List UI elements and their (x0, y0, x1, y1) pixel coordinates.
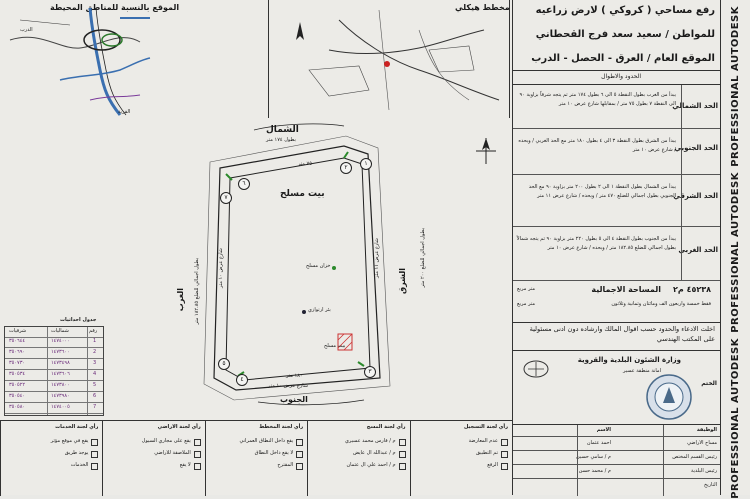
coords-cell: 7 (93, 404, 97, 410)
bound-text-west: يبدأ من الجنوب بطول النقطة ٤ الى ٥ بطول ٢٢٠ متر بزاوية ٩٠ ثم يتجه شمالاً بطول اجمالي للضلع ١٨٢.٨٥ متر / ويحده / شارع عرض ١٠ متر (516, 236, 676, 251)
ministry-sub: امانة منطقة عسير (622, 368, 661, 374)
area-label: المساحة الاجمالية (591, 285, 661, 294)
coords-cell: ١٤٧٣٦٠٦ (51, 371, 70, 377)
key-plan-title: مخطط هيكلي (455, 3, 510, 12)
checkbox[interactable] (91, 439, 98, 446)
checkbox[interactable] (501, 439, 508, 446)
committee-cell (102, 421, 204, 496)
bound-text-north: يبدأ من الغرب بطول النقطة ٥ الى ٦ بطول ١٧٤ متر ثم يتجه شرقاً بزاوية ٩٠ الى النقطة ٧ بطول ٧٥ متر / بمقابلها شارع عرض ١٠ متر (519, 92, 676, 107)
key-plan-map (269, 0, 511, 118)
village-label: القرية (118, 109, 131, 115)
committee-line: يوجد طريق (64, 450, 89, 456)
committee-cell (205, 421, 307, 496)
date-label: التاريخ (704, 482, 717, 488)
coords-cell: ٣٥٠٥٤٠ (9, 393, 26, 399)
brand-strip (720, 0, 750, 499)
coords-cell: ١٤٧٤٠٠٠ (51, 338, 70, 344)
street-south: شارع عرض ١٠ متر (268, 383, 308, 389)
general-location: الموقع العام / العرق - الحصل - الدرب (531, 53, 715, 64)
committee-line: م / فارس محمد عسيري (344, 438, 396, 444)
house-label: بيت مسلح (280, 189, 325, 199)
point-3: ٣ (364, 366, 376, 378)
brand-text-1: PROFESSIONAL AUTODESK (730, 6, 741, 167)
checkbox[interactable] (296, 439, 303, 446)
coords-cell: ١٤٧٣٨٠٠ (51, 382, 70, 388)
south-label: الجنوب (280, 395, 308, 404)
street-east: شارع عرض ١١ متر (374, 238, 380, 278)
south-length: ١٨٠ متر (286, 373, 303, 379)
general-site-panel (0, 0, 180, 118)
point-2: ٢ (340, 162, 352, 174)
sig-name-surveyor: احمد عثمان (586, 440, 611, 446)
sig-role-head: رئيس القسم المختص (672, 454, 717, 460)
bound-text-east: يبدأ من الشمال بطول النقطة ١ الى ٢ بطول ٢٠٠ متر بزاوية ٩٠ مع الحد الجنوبي بطول اجمالي للضلع ٤٧٠ متر / ويحده / شارع عرض ١١ متر (528, 184, 676, 199)
sig-role-surveyor: مساح الاراضي (687, 440, 717, 446)
west-length: بطول اجمالي للضلع ١٨٢.٨٥ متر (194, 258, 200, 325)
coordinates-table (4, 318, 104, 418)
coords-cell: ١٤٧٣٤٩٨ (51, 360, 70, 366)
north-label: الشمال (266, 125, 299, 135)
point-7: ٧ (220, 192, 232, 204)
committee-line: عدم المعارضة (468, 438, 498, 444)
well-label: خزان مسلح (306, 263, 331, 269)
coords-cell: 2 (93, 349, 97, 355)
coords-cell: ٣٥٠٧٣٠ (9, 360, 26, 366)
coords-title: جدول احداثيات (60, 317, 97, 323)
general-site-title: الموقع بالنسبة للمناطق المحيطة (50, 3, 180, 12)
coords-row (5, 348, 103, 359)
bound-text-south: يبدأ من الشرق بطول النقطة ٣ الى ٤ بطول ١٨٠ متر مع الحد الغربي / ويحده / شارع عرض ١٠ متر (518, 138, 676, 153)
brand-text-2: PROFESSIONAL AUTODESK (730, 172, 741, 333)
coords-cell: 1 (93, 338, 97, 344)
committee-line: يقع داخل النطاق العمراني (239, 438, 294, 444)
checkbox[interactable] (194, 463, 201, 470)
point-5: ٥ (218, 358, 230, 370)
committee-strip (0, 420, 512, 496)
committee-title: رأي لجنة التسجيل (463, 424, 508, 430)
coords-h-east: شرقيات (9, 328, 27, 334)
survey-drawing (158, 118, 512, 408)
coords-row (5, 370, 103, 381)
checkbox[interactable] (194, 439, 201, 446)
west-label: الغرب (176, 288, 185, 312)
coords-row (5, 403, 103, 414)
coords-h-north: شماليات (51, 328, 69, 334)
coords-cell: ٣٥٠٥٨٠ (9, 404, 26, 410)
committee-line: لا يقع (179, 462, 191, 468)
well-label-2: بئر ارتوازي (308, 307, 331, 313)
checkbox[interactable] (501, 463, 508, 470)
area-words: فقط خمسة واربعون الف ومائتان وثمانية وثلاثون (611, 301, 711, 307)
bounds-table (513, 84, 721, 281)
area-section (513, 282, 721, 323)
signature-table (513, 424, 721, 496)
north-length: بطول ١٧٤ متر (266, 137, 296, 143)
committee-title: رأي لجنة الاراضي (157, 424, 201, 430)
east-length: بطول اجمالي للضلع ٢٠٠ متر (420, 228, 426, 288)
coords-cell: 4 (93, 371, 97, 377)
coords-cell: 6 (93, 393, 97, 399)
committee-line: م / عبدالله ال عايض (353, 450, 396, 456)
checkbox[interactable] (194, 451, 201, 458)
committee-title: رأي لجنة المسح (366, 424, 406, 430)
coords-h-no: رقم (89, 328, 98, 334)
point-4: ٤ (236, 374, 248, 386)
company-logo-icon (523, 359, 549, 379)
brand-text-3: PROFESSIONAL AUTODESK (730, 338, 741, 499)
committee-cell (0, 421, 102, 496)
committee-line: يقع في موقع مؤثر (50, 438, 89, 444)
sig-role-header: الوظيفة (696, 427, 717, 433)
north-arrow-icon (474, 136, 498, 166)
coords-row (5, 392, 103, 403)
committee-cell (410, 421, 512, 496)
key-plan-panel (268, 0, 510, 118)
east-label: الشرق (398, 268, 407, 295)
site-location-map (0, 0, 158, 118)
coords-cell: ٣٥٠٦٤٤ (9, 338, 26, 344)
committee-line: الرفع (487, 462, 498, 468)
title-heading: رفع مساحي ( كروكي ) لارض زراعيه (535, 5, 715, 16)
checkbox[interactable] (296, 463, 303, 470)
committee-line: تم التطبيق (475, 450, 498, 456)
coords-cell: ١٤٧٣٩٨٠ (51, 393, 70, 399)
coords-cell: ١٤٧٤٠٠٥ (51, 404, 70, 410)
owner-name: للمواطن / سعيد سعد فرج القحطاني (535, 29, 715, 40)
ministry-block (513, 350, 721, 423)
committee-line: لا يقع داخل النطاق (254, 450, 294, 456)
coords-cell: ١٤٧٣٦٠٠ (51, 349, 70, 355)
disclaimer-note: اخلت الادعاء والحدود حسب اقوال المالك وارشاده دون ادنى مسئولية على المكتب الهندسي (529, 325, 715, 343)
checkbox[interactable] (399, 463, 406, 470)
committee-cell (307, 421, 409, 496)
ministry-name: وزارة الشئون البلدية والقروية (577, 356, 681, 364)
checkbox[interactable] (91, 451, 98, 458)
coords-cell: ٣٥٠٥٢٢ (9, 382, 26, 388)
bound-label-west: الحد الغربي (678, 246, 718, 254)
north-arrow-icon (289, 20, 311, 42)
stamp-label: الختم (701, 380, 717, 387)
checkbox[interactable] (91, 463, 98, 470)
bound-label-east: الحد الشرقي (673, 192, 718, 200)
point-1: ١ (360, 158, 372, 170)
coords-cell: ٣٥٠٦٩٠ (9, 349, 26, 355)
sig-role-mayor: رئيس البلدية (690, 468, 717, 474)
area-unit-1: متر مربع (517, 286, 536, 292)
street-west: شارع عرض ١٠ متر (218, 248, 224, 288)
bound-label-south: الحد الجنوبي (674, 144, 718, 152)
committee-title: رأي لجنة المخطط (259, 424, 304, 430)
committee-title: رأي لجنة الخدمات (55, 424, 99, 430)
coords-cell: 5 (93, 382, 97, 388)
committee-line: يقع على مجاري السيول (141, 438, 191, 444)
area-unit-2: متر مربع (517, 301, 536, 307)
committee-line: م / احمد علي ال عثمان (346, 462, 396, 468)
committee-line: المقترح (277, 462, 294, 468)
north-top-length: ٧٥ متر (298, 161, 312, 167)
coords-row (5, 337, 103, 348)
coords-row (5, 359, 103, 370)
ministry-seal-icon (645, 373, 693, 421)
coords-row (5, 381, 103, 392)
title-block (512, 0, 721, 495)
point-6: ٦ (238, 178, 250, 190)
checkbox[interactable] (399, 451, 406, 458)
parcel-outline (158, 118, 512, 408)
bound-label-north: الحد الشمالي (672, 102, 718, 110)
area-value: ٤٥٢٣٨ م٢ (673, 285, 711, 294)
house-label-2: بيت مسلح (324, 343, 346, 349)
sig-name-head: م / سامي حسين (576, 454, 611, 460)
checkbox[interactable] (296, 451, 303, 458)
darb-label: الدرب (20, 27, 33, 33)
sig-name-header: الاسم (596, 427, 611, 433)
committee-line: الخدمات (70, 462, 89, 468)
coords-cell: 3 (93, 360, 97, 366)
coords-cell: ٣٥٠٥٣٤ (9, 371, 26, 377)
checkbox[interactable] (501, 451, 508, 458)
checkbox[interactable] (399, 439, 406, 446)
bounds-caption: الحدود والاطوال (601, 73, 641, 80)
committee-line: الملاصقة للاراضي (154, 450, 191, 456)
sig-name-mayor: م / محمد حسن (578, 468, 611, 474)
